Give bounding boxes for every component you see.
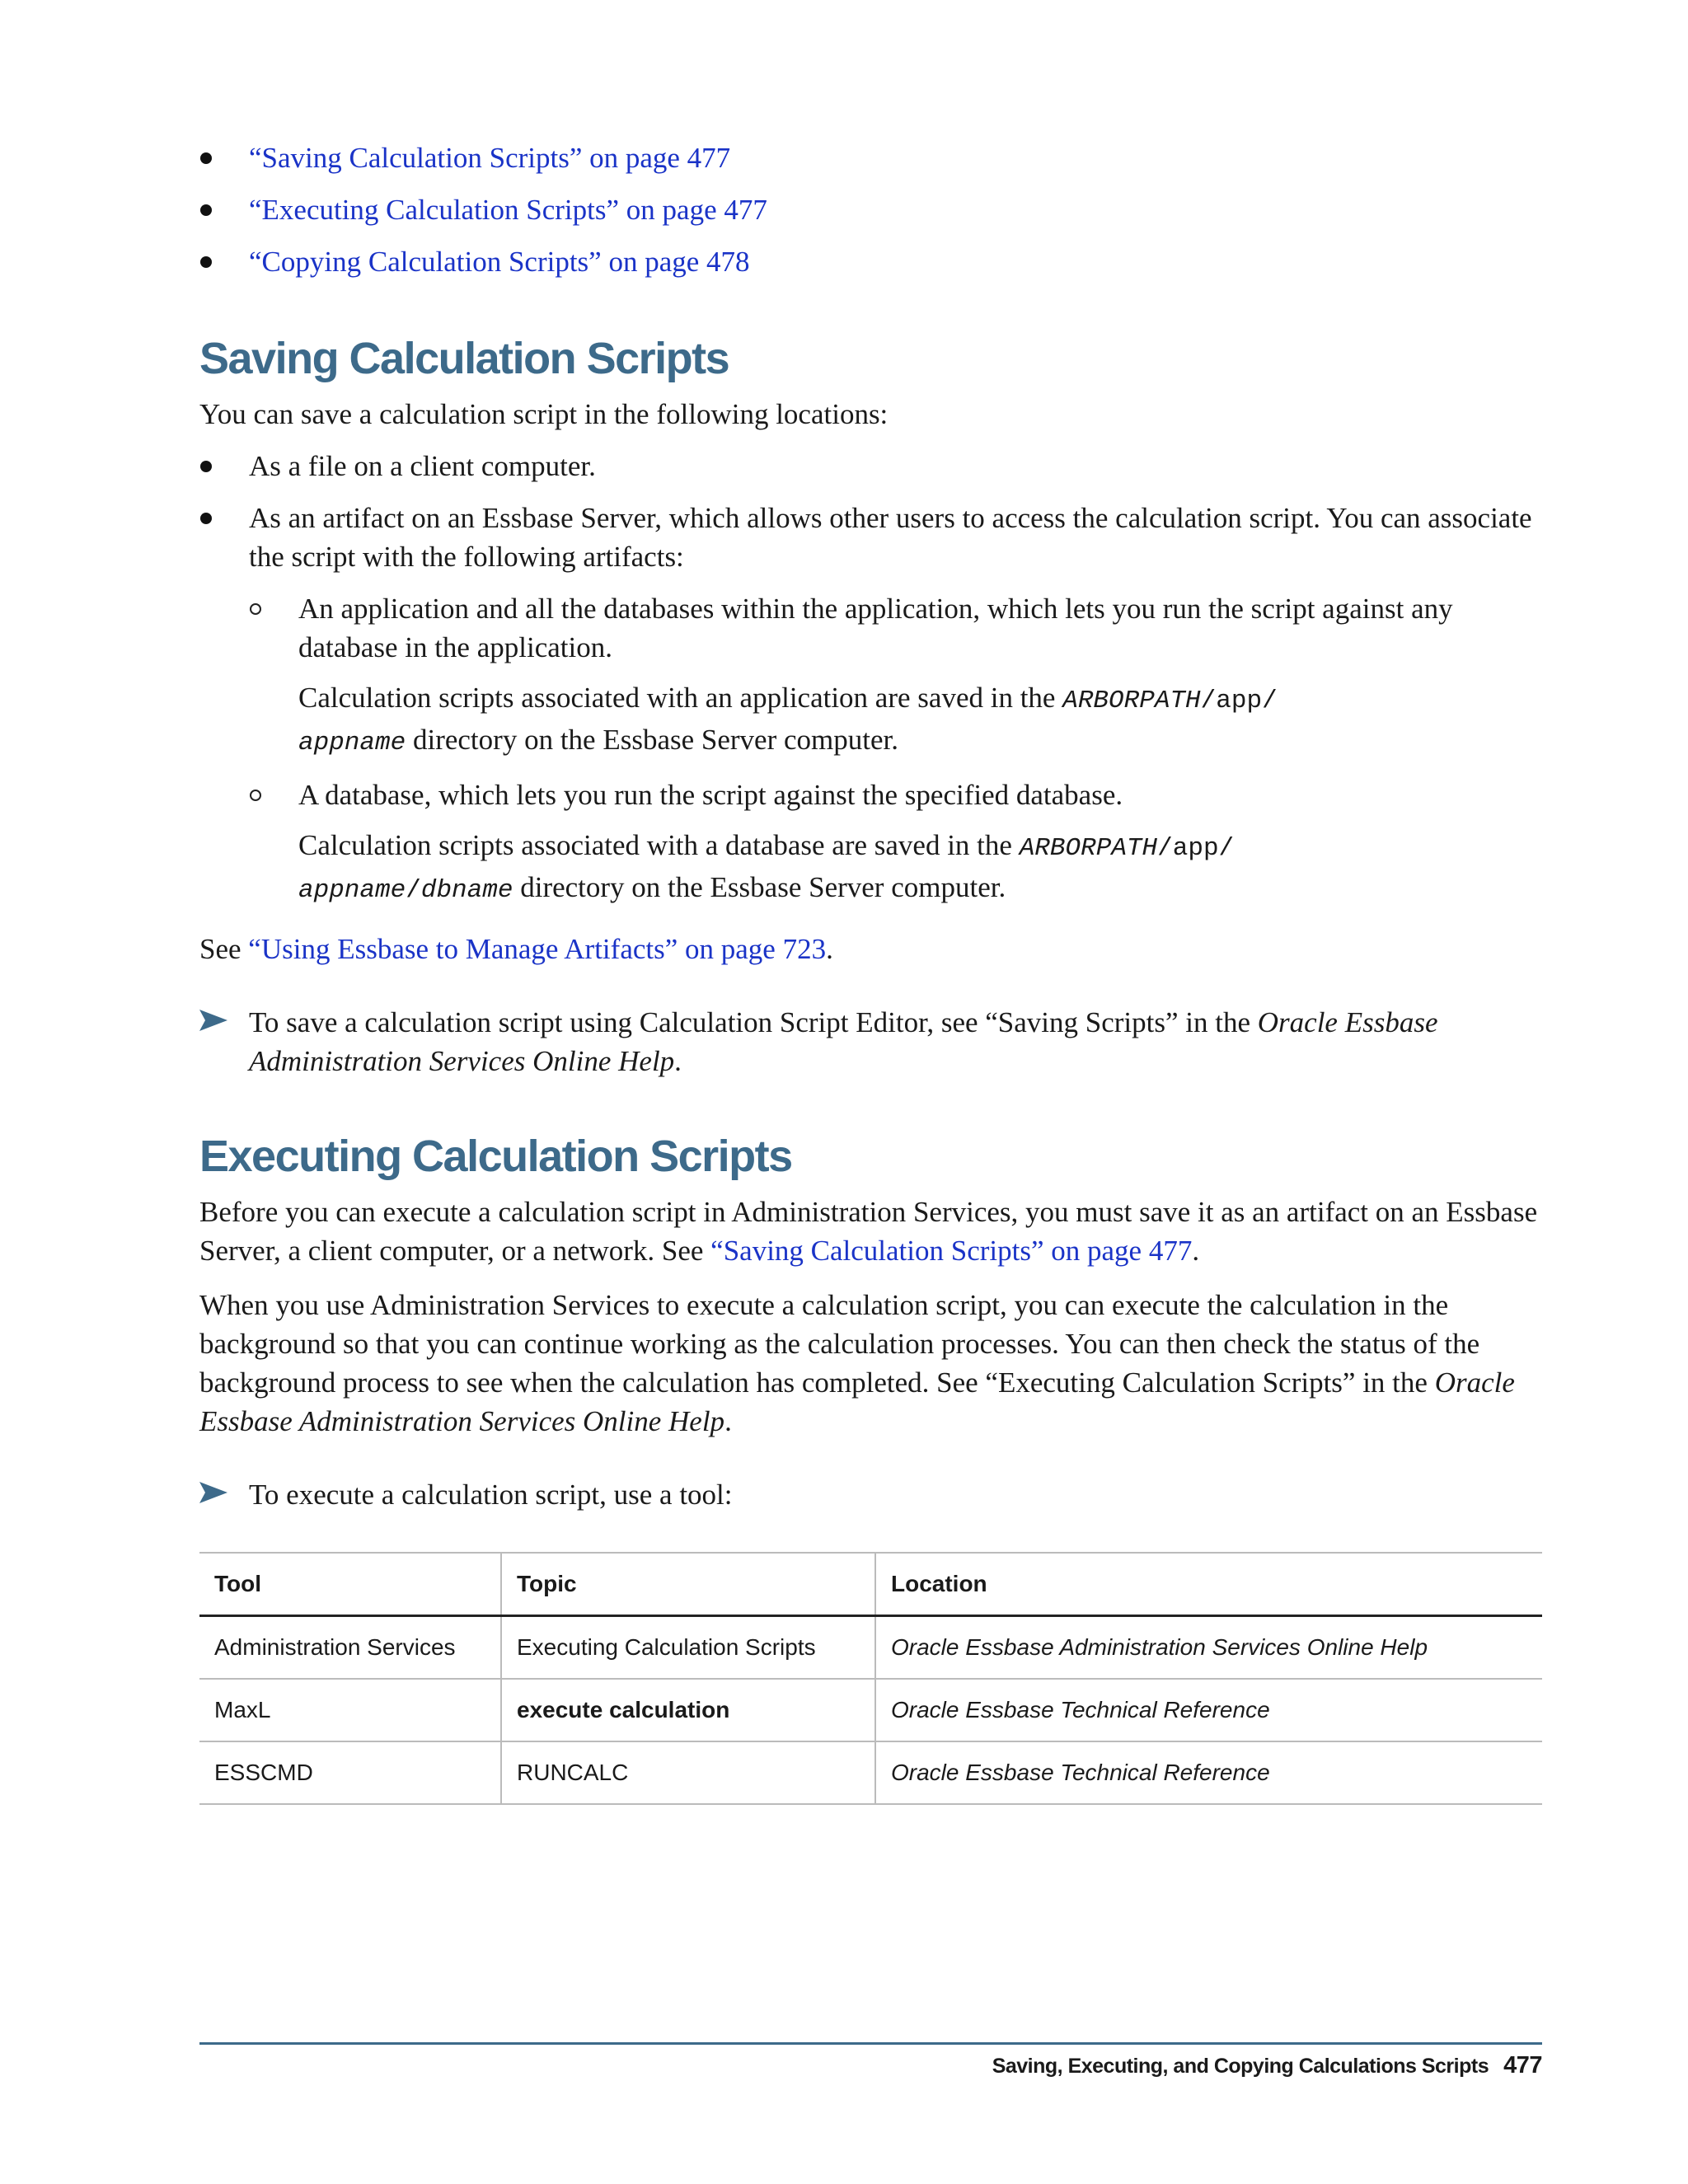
table-header-row — [199, 1553, 1542, 1616]
list-item — [199, 138, 1543, 177]
cell-tool: ESSCMD — [199, 1741, 501, 1804]
see-text: See — [199, 933, 249, 965]
tools-table — [199, 1552, 1542, 1805]
path-variable: appname — [298, 876, 406, 905]
table-row — [199, 1616, 1542, 1680]
bullet-text: As a file on a client computer. — [249, 450, 596, 482]
executing-para1 — [199, 1193, 1543, 1270]
list-item — [199, 242, 1543, 281]
sub-item-text: An application and all the databases within the application, which lets you run the script against any database in the application. — [298, 593, 1453, 663]
footer-title: Saving, Executing, and Copying Calculations Scripts — [992, 2055, 1489, 2078]
path-literal: / — [406, 876, 421, 905]
procedure-save — [199, 1003, 1543, 1080]
list-item — [249, 589, 1543, 762]
cell-topic: Executing Calculation Scripts — [501, 1616, 875, 1680]
column-header-location: Location — [875, 1553, 1542, 1616]
saving-locations — [199, 447, 1543, 910]
column-header-topic: Topic — [501, 1553, 875, 1616]
link-executing[interactable]: “Executing Calculation Scripts” on page 477 — [249, 194, 767, 226]
paragraph-text: When you use Administration Services to execute a calculation script, you can execute the calculation in the background so that you can continue working as the calculation processes. You can then check the status of the background process to see when the calculation has completed. See “Executing Calculation Scripts” in the — [199, 1289, 1480, 1399]
list-item — [199, 190, 1543, 229]
page-content — [199, 138, 1543, 1805]
list-item — [249, 776, 1543, 910]
paragraph-text: . — [1192, 1235, 1200, 1267]
section-links — [199, 138, 1543, 281]
path-variable: dbname — [420, 876, 513, 905]
footer-rule — [199, 2042, 1542, 2045]
cell-topic: RUNCALC — [501, 1741, 875, 1804]
sub-item-paragraph — [298, 678, 1543, 762]
procedure-arrow-icon — [199, 1480, 227, 1505]
link-saving-scripts[interactable]: “Saving Calculation Scripts” on page 477 — [710, 1235, 1193, 1267]
cell-topic: execute calculation — [501, 1679, 875, 1741]
column-header-tool: Tool — [199, 1553, 501, 1616]
procedure-text: . — [674, 1045, 682, 1077]
path-literal: /app/ — [1200, 687, 1278, 715]
paragraph-text: directory on the Essbase Server computer. — [513, 871, 1006, 903]
procedure-execute — [199, 1475, 1543, 1514]
link-saving[interactable]: “Saving Calculation Scripts” on page 477 — [249, 142, 731, 174]
table-row — [199, 1679, 1542, 1741]
see-also — [199, 930, 1543, 968]
saving-intro: You can save a calculation script in the following locations: — [199, 398, 889, 430]
sub-item-text: A database, which lets you run the script against the specified database. — [298, 779, 1123, 811]
executing-para2 — [199, 1286, 1543, 1441]
procedure-arrow-icon — [199, 1008, 227, 1033]
bullet-text: As an artifact on an Essbase Server, which allows other users to access the calculation script. You can associate the script with the following artifacts: — [249, 502, 1532, 573]
see-text: . — [826, 933, 833, 965]
page-footer — [992, 2052, 1542, 2079]
cell-location: Oracle Essbase Administration Services Online Help — [875, 1616, 1542, 1680]
paragraph-reference: Oracle Essbase Administration Services Online Help — [199, 1366, 1515, 1437]
saving-heading: Saving Calculation Scripts — [199, 334, 729, 383]
artifact-options — [249, 589, 1543, 910]
paragraph-text: Calculation scripts associated with an application are saved in the — [298, 682, 1063, 714]
table-row — [199, 1741, 1542, 1804]
path-variable: appname — [298, 729, 406, 757]
paragraph-text: directory on the Essbase Server computer. — [406, 724, 898, 756]
paragraph-text: . — [724, 1405, 732, 1437]
executing-heading: Executing Calculation Scripts — [199, 1132, 792, 1181]
page-number: 477 — [1503, 2052, 1542, 2079]
paragraph-text: Before you can execute a calculation script in Administration Services, you must save it as an artifact on an Essbase Server, a client computer, or a network. See — [199, 1196, 1538, 1267]
paragraph-text: Calculation scripts associated with a database are saved in the — [298, 829, 1020, 861]
path-literal: /app/ — [1157, 834, 1235, 863]
cell-location: Oracle Essbase Technical Reference — [875, 1741, 1542, 1804]
procedure-text: To execute a calculation script, use a tool: — [249, 1479, 733, 1511]
list-item — [199, 447, 1543, 485]
procedure-reference: Oracle Essbase Administration Services Online Help — [249, 1006, 1438, 1077]
cell-location: Oracle Essbase Technical Reference — [875, 1679, 1542, 1741]
path-variable: ARBORPATH — [1019, 834, 1158, 863]
cell-tool: MaxL — [199, 1679, 501, 1741]
procedure-text: To save a calculation script using Calculation Script Editor, see “Saving Scripts” in the — [249, 1006, 1258, 1038]
list-item — [199, 499, 1543, 910]
path-variable: ARBORPATH — [1062, 687, 1201, 715]
link-copying[interactable]: “Copying Calculation Scripts” on page 478 — [249, 246, 750, 278]
cell-tool: Administration Services — [199, 1616, 501, 1680]
link-manage-artifacts[interactable]: “Using Essbase to Manage Artifacts” on page 723 — [248, 933, 827, 965]
sub-item-paragraph — [298, 826, 1543, 910]
